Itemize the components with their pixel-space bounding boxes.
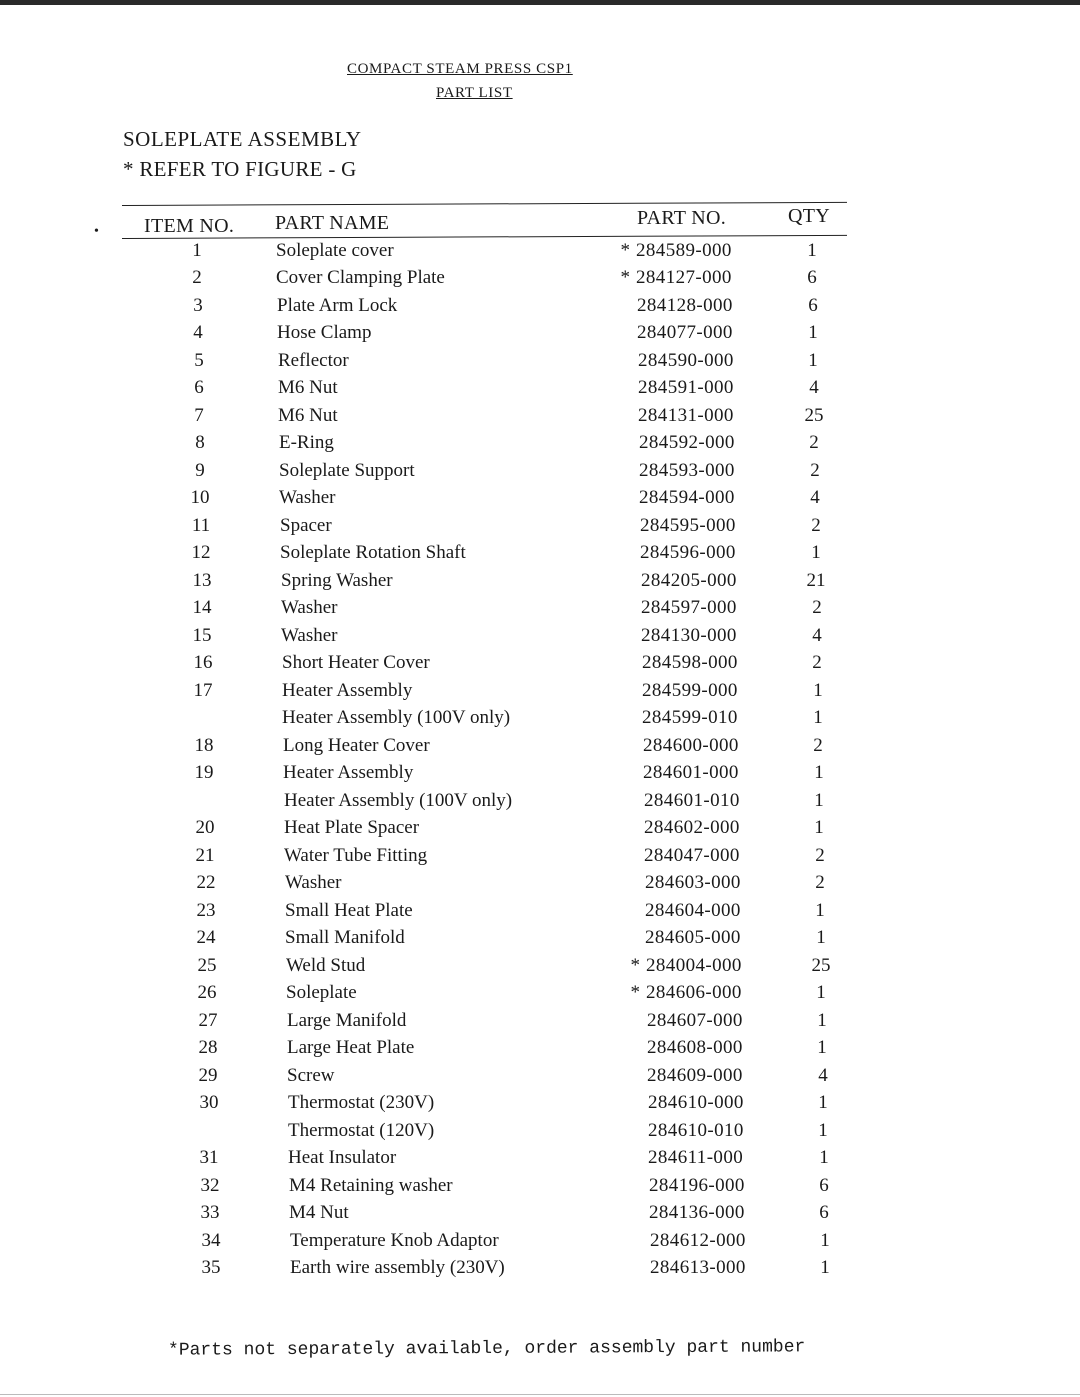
item-number: 18 — [194, 735, 214, 756]
item-number: 32 — [200, 1175, 220, 1196]
item-number: 7 — [194, 405, 204, 426]
item-number: 24 — [196, 927, 216, 948]
table-row — [0, 1010, 1080, 1037]
table-row — [0, 322, 1080, 349]
part-number: 284131-000 — [638, 405, 734, 426]
table-row — [0, 570, 1080, 597]
quantity: 2 — [812, 652, 822, 673]
part-number: 284590-000 — [638, 350, 734, 371]
item-number: 20 — [195, 817, 215, 838]
quantity: 2 — [815, 845, 825, 866]
item-number: 8 — [195, 432, 205, 453]
part-number: 284607-000 — [647, 1010, 743, 1031]
section-title: SOLEPLATE ASSEMBLY — [123, 127, 362, 151]
part-name: Soleplate — [286, 982, 357, 1003]
table-row — [0, 1257, 1080, 1284]
quantity: 6 — [819, 1202, 829, 1223]
part-number: 284128-000 — [637, 295, 733, 316]
table-row — [0, 432, 1080, 459]
top-edge-line — [0, 0, 1080, 5]
table-row — [0, 1037, 1080, 1064]
item-number: 21 — [195, 845, 215, 866]
table-row — [0, 707, 1080, 734]
part-number: 284599-010 — [642, 707, 738, 728]
part-number: 284609-000 — [647, 1065, 743, 1086]
column-header-part-no: PART NO. — [637, 207, 727, 229]
item-number: 19 — [194, 762, 214, 783]
table-row — [0, 515, 1080, 542]
table-row — [0, 487, 1080, 514]
table-row — [0, 900, 1080, 927]
part-name: Large Manifold — [287, 1010, 407, 1031]
table-row — [0, 845, 1080, 872]
table-row — [0, 295, 1080, 322]
table-row — [0, 762, 1080, 789]
part-number: 284602-000 — [644, 817, 740, 838]
part-name: Reflector — [278, 350, 349, 371]
quantity: 1 — [817, 1037, 827, 1058]
item-number: 15 — [192, 625, 212, 646]
part-name: Small Heat Plate — [285, 900, 413, 921]
part-number: 284196-000 — [649, 1175, 745, 1196]
part-number: 284136-000 — [649, 1202, 745, 1223]
item-number: 17 — [193, 680, 213, 701]
part-number: 284601-000 — [643, 762, 739, 783]
quantity: 1 — [808, 350, 818, 371]
table-row — [0, 872, 1080, 899]
quantity: 1 — [807, 240, 817, 261]
quantity: 2 — [813, 735, 823, 756]
quantity: 6 — [819, 1175, 829, 1196]
part-name: Hose Clamp — [277, 322, 372, 343]
table-row — [0, 817, 1080, 844]
part-name: Thermostat (120V) — [288, 1120, 435, 1141]
quantity: 4 — [812, 625, 822, 646]
part-number: 284604-000 — [645, 900, 741, 921]
part-number: 284593-000 — [639, 460, 735, 481]
unavailable-marker: * — [620, 267, 630, 288]
quantity: 1 — [820, 1230, 830, 1251]
table-row — [0, 240, 1080, 267]
part-number: 284597-000 — [641, 597, 737, 618]
part-name: Screw — [287, 1065, 335, 1086]
quantity: 1 — [816, 982, 826, 1003]
quantity: 21 — [806, 570, 826, 591]
item-number: 23 — [196, 900, 216, 921]
quantity: 2 — [812, 597, 822, 618]
part-number: 284596-000 — [640, 542, 736, 563]
part-name: Heater Assembly — [282, 680, 413, 701]
table-row — [0, 597, 1080, 624]
quantity: 1 — [815, 900, 825, 921]
quantity: 1 — [816, 927, 826, 948]
item-number: 35 — [201, 1257, 221, 1278]
part-number: 284127-000 — [636, 267, 732, 288]
part-name: Heater Assembly — [283, 762, 414, 783]
part-number: 284595-000 — [640, 515, 736, 536]
table-row — [0, 1092, 1080, 1119]
item-number: 22 — [196, 872, 216, 893]
table-row — [0, 790, 1080, 817]
item-number: 25 — [197, 955, 217, 976]
part-name: Heat Insulator — [288, 1147, 397, 1168]
part-number: 284130-000 — [641, 625, 737, 646]
part-name: Spacer — [280, 515, 332, 536]
part-number: 284608-000 — [647, 1037, 743, 1058]
quantity: 1 — [811, 542, 821, 563]
quantity: 1 — [814, 762, 824, 783]
table-row — [0, 1202, 1080, 1229]
part-name: Cover Clamping Plate — [276, 267, 445, 288]
quantity: 1 — [817, 1010, 827, 1031]
part-number: 284077-000 — [637, 322, 733, 343]
quantity: 4 — [809, 377, 819, 398]
item-number: 9 — [195, 460, 205, 481]
item-number: 31 — [199, 1147, 219, 1168]
table-row — [0, 735, 1080, 762]
part-name: Soleplate Rotation Shaft — [280, 542, 466, 563]
part-name: Washer — [281, 597, 338, 618]
part-number: 284611-000 — [648, 1147, 744, 1168]
part-name: E-Ring — [279, 432, 334, 453]
quantity: 4 — [818, 1065, 828, 1086]
margin-mark: • — [94, 224, 99, 239]
part-name: Washer — [279, 487, 336, 508]
item-number: 26 — [197, 982, 217, 1003]
part-number: 284205-000 — [641, 570, 737, 591]
part-name: M4 Nut — [289, 1202, 349, 1223]
quantity: 6 — [807, 267, 817, 288]
part-name: Spring Washer — [281, 570, 393, 591]
item-number: 5 — [194, 350, 204, 371]
part-name: Weld Stud — [286, 955, 366, 976]
quantity: 2 — [809, 432, 819, 453]
footnote: *Parts not separately available, order assembly part number — [167, 1337, 806, 1361]
table-top-rule — [122, 202, 847, 206]
item-number: 28 — [198, 1037, 218, 1058]
section-note: * REFER TO FIGURE - G — [123, 157, 357, 181]
table-row — [0, 1230, 1080, 1257]
table-row — [0, 405, 1080, 432]
part-name: Earth wire assembly (230V) — [290, 1257, 505, 1278]
part-number: 284613-000 — [650, 1257, 746, 1278]
part-name: Water Tube Fitting — [284, 845, 428, 866]
part-name: Temperature Knob Adaptor — [290, 1230, 499, 1251]
part-number: 284601-010 — [644, 790, 740, 811]
document-subtitle: PART LIST — [436, 85, 513, 101]
quantity: 1 — [813, 680, 823, 701]
part-number: 284599-000 — [642, 680, 738, 701]
part-name: M4 Retaining washer — [289, 1175, 453, 1196]
item-number: 2 — [192, 267, 202, 288]
quantity: 1 — [820, 1257, 830, 1278]
quantity: 2 — [815, 872, 825, 893]
table-row — [0, 542, 1080, 569]
part-number: 284612-000 — [650, 1230, 746, 1251]
part-name: Short Heater Cover — [282, 652, 430, 673]
part-number: 284600-000 — [643, 735, 739, 756]
item-number: 10 — [190, 487, 210, 508]
column-header-qty: QTY — [788, 205, 831, 227]
part-name: Washer — [285, 872, 342, 893]
part-number: 284603-000 — [645, 872, 741, 893]
item-number: 14 — [192, 597, 212, 618]
quantity: 1 — [818, 1092, 828, 1113]
part-name: Heater Assembly (100V only) — [282, 707, 511, 728]
part-name: Soleplate cover — [276, 240, 394, 261]
part-name: Long Heater Cover — [283, 735, 430, 756]
part-name: Thermostat (230V) — [288, 1092, 435, 1113]
quantity: 2 — [811, 515, 821, 536]
table-row — [0, 982, 1080, 1009]
part-number: 284047-000 — [644, 845, 740, 866]
table-row — [0, 927, 1080, 954]
item-number: 1 — [192, 240, 202, 261]
document-title: COMPACT STEAM PRESS CSP1 — [347, 61, 573, 77]
quantity: 1 — [808, 322, 818, 343]
table-row — [0, 350, 1080, 377]
part-name: Soleplate Support — [279, 460, 415, 481]
item-number: 6 — [194, 377, 204, 398]
column-header-part-name: PART NAME — [275, 212, 390, 234]
item-number: 11 — [191, 515, 211, 536]
quantity: 1 — [813, 707, 823, 728]
part-name: M6 Nut — [278, 405, 338, 426]
part-number: 284606-000 — [646, 982, 742, 1003]
quantity: 1 — [814, 790, 824, 811]
item-number: 27 — [198, 1010, 218, 1031]
quantity: 4 — [810, 487, 820, 508]
quantity: 1 — [814, 817, 824, 838]
part-name: Large Heat Plate — [287, 1037, 415, 1058]
quantity: 25 — [804, 405, 824, 426]
table-row — [0, 652, 1080, 679]
quantity: 1 — [819, 1147, 829, 1168]
part-name: Plate Arm Lock — [277, 295, 398, 316]
table-row — [0, 1147, 1080, 1174]
part-number: 284605-000 — [645, 927, 741, 948]
part-name: Washer — [281, 625, 338, 646]
unavailable-marker: * — [630, 955, 640, 976]
table-row — [0, 267, 1080, 294]
column-header-item-no: ITEM NO. — [144, 215, 235, 237]
part-name: Heater Assembly (100V only) — [284, 790, 513, 811]
item-number: 30 — [199, 1092, 219, 1113]
part-number: 284592-000 — [639, 432, 735, 453]
quantity: 1 — [818, 1120, 828, 1141]
unavailable-marker: * — [620, 240, 630, 261]
item-number: 4 — [193, 322, 203, 343]
table-row — [0, 1065, 1080, 1092]
part-name: M6 Nut — [278, 377, 338, 398]
part-number: 284589-000 — [636, 240, 732, 261]
table-row — [0, 460, 1080, 487]
part-name: Heat Plate Spacer — [284, 817, 420, 838]
table-row — [0, 1175, 1080, 1202]
part-number: 284598-000 — [642, 652, 738, 673]
part-number: 284004-000 — [646, 955, 742, 976]
part-name: Small Manifold — [285, 927, 405, 948]
item-number: 13 — [192, 570, 212, 591]
unavailable-marker: * — [630, 982, 640, 1003]
table-row — [0, 377, 1080, 404]
item-number: 29 — [198, 1065, 218, 1086]
item-number: 33 — [200, 1202, 220, 1223]
quantity: 2 — [810, 460, 820, 481]
bottom-edge-line — [0, 1394, 1080, 1395]
item-number: 3 — [193, 295, 203, 316]
quantity: 6 — [808, 295, 818, 316]
quantity: 25 — [811, 955, 831, 976]
part-number: 284610-000 — [648, 1092, 744, 1113]
part-number: 284610-010 — [648, 1120, 744, 1141]
table-row — [0, 955, 1080, 982]
table-row — [0, 680, 1080, 707]
part-number: 284591-000 — [638, 377, 734, 398]
table-row — [0, 625, 1080, 652]
table-row — [0, 1120, 1080, 1147]
item-number: 16 — [193, 652, 213, 673]
item-number: 12 — [191, 542, 211, 563]
part-number: 284594-000 — [639, 487, 735, 508]
item-number: 34 — [201, 1230, 221, 1251]
